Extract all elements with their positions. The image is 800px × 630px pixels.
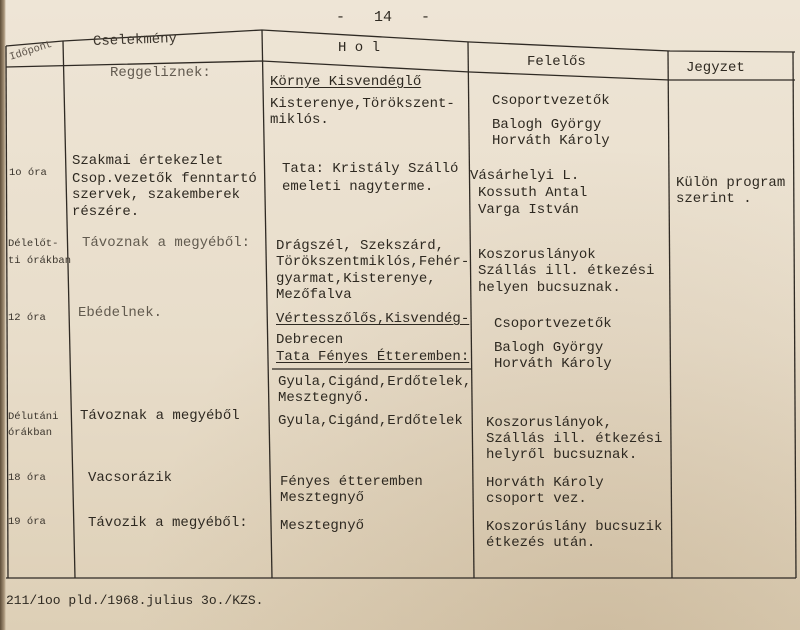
row2-note-line2: szerint . [676, 191, 752, 207]
row2-time: 1o óra [9, 167, 47, 179]
row3-responsible-line3: helyen bucsuznak. [478, 280, 621, 296]
row3-responsible-line1: Koszoruslányok [478, 247, 596, 263]
row3-action: Távoznak a megyéből: [82, 235, 251, 251]
row5-time-line1: Délutáni [8, 411, 59, 423]
row5-responsible-line1: Koszoruslányok, [486, 415, 613, 431]
column-divider-time [63, 41, 75, 578]
page-number: - 14 - [336, 9, 431, 26]
header-responsible: Felelős [527, 54, 586, 70]
header-action: Cselekmény [92, 31, 178, 50]
row1-responsible-line1: Csoportvezetők [492, 93, 610, 109]
row3-time-line1: Délelőt- [8, 238, 59, 250]
row7-action: Távozik a megyéből: [88, 515, 248, 531]
row2-action-line1: Szakmai értekezlet [72, 153, 224, 169]
row4-responsible-line2: Balogh György [494, 340, 604, 356]
row4-responsible-line1: Csoportvezetők [494, 316, 612, 332]
row6-action: Vacsorázik [88, 470, 173, 486]
row4-place-line1: Vértesszőlős,Kisvendég- [276, 311, 470, 327]
row7-responsible-line1: Koszorúslány bucsuzik [486, 519, 663, 535]
column-divider-place [468, 42, 474, 578]
row2-responsible-line2: Kossuth Antal [478, 185, 588, 201]
row6-responsible-line2: csoport vez. [486, 491, 587, 507]
row5-action: Távoznak a megyéből [80, 408, 240, 424]
row2-place-line2: emeleti nagyterme. [282, 179, 434, 195]
row3-responsible-line2: Szállás ill. étkezési [478, 263, 655, 279]
row3-place-line4: Mezőfalva [276, 287, 352, 303]
row4-time: 12 óra [8, 312, 46, 324]
row1-responsible-line3: Horváth Károly [492, 133, 610, 149]
row2-note-line1: Külön program [676, 175, 786, 191]
row2-place-line1: Tata: Kristály Szálló [282, 161, 459, 177]
row4-place-line2: Debrecen [276, 332, 344, 348]
row2-responsible-line1: Vásárhelyi L. [470, 168, 580, 184]
row3-time-line2: ti órákban [8, 255, 72, 267]
row4-action: Ebédelnek. [78, 305, 163, 321]
row7-responsible-line2: étkezés után. [486, 535, 596, 551]
header-place: H o l [338, 40, 381, 56]
row3-place-line1: Drágszél, Szekszárd, [276, 238, 445, 254]
row5-time-line2: órákban [8, 427, 53, 439]
row3-place-line3: gyarmat,Kisterenye, [276, 271, 436, 287]
row7-time: 19 óra [8, 516, 46, 528]
document-footer-reference: 211/1oo pld./1968.julius 3o./KZS. [6, 593, 264, 608]
row6-place-line1: Fényes étteremben [280, 474, 423, 490]
row5-place: Gyula,Cigánd,Erdőtelek [278, 413, 463, 429]
column-divider-responsible [668, 51, 672, 578]
row1-place-line2: Kisterenye,Törökszent- [270, 96, 455, 112]
row1-action: Reggeliznek: [110, 65, 211, 81]
row2-action-line4: részére. [72, 204, 140, 220]
row1-place-line1: Környe Kisvendéglő [270, 74, 422, 90]
row3-place-line2: Törökszentmiklós,Fehér- [276, 254, 470, 270]
row4-place-line5: Mesztegnyő. [278, 390, 371, 406]
row5-responsible-line3: helyről bucsuznak. [486, 447, 638, 463]
row6-place-line2: Mesztegnyő [280, 490, 365, 506]
row2-action-line3: szervek, szakemberek [72, 187, 241, 203]
row1-place-line3: miklós. [270, 112, 329, 128]
row6-time: 18 óra [8, 472, 46, 484]
row1-responsible-line2: Balogh György [492, 117, 602, 133]
header-time: Időpont [8, 38, 54, 64]
row6-responsible-line1: Horváth Károly [486, 475, 604, 491]
row4-responsible-line3: Horváth Károly [494, 356, 612, 372]
header-note: Jegyzet [686, 60, 745, 76]
row4-place-line3: Tata Fényes Étteremben: [276, 349, 470, 365]
row4-place-line4: Gyula,Cigánd,Erdőtelek, [278, 374, 472, 390]
row7-place: Mesztegnyő [280, 518, 365, 534]
table-right-border [793, 52, 796, 578]
row2-responsible-line3: Varga István [478, 202, 579, 218]
row5-responsible-line2: Szállás ill. étkezési [486, 431, 663, 447]
row2-action-line2: Csop.vezetők fenntartó [72, 171, 257, 187]
